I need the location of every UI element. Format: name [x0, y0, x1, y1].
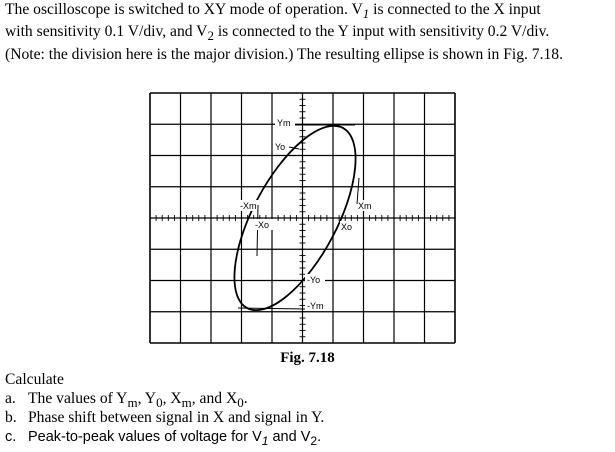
label-neg-ym: -Ym — [307, 301, 324, 311]
label-neg-yo: -Yo — [307, 275, 321, 285]
calculate-heading: Calculate — [5, 371, 64, 388]
label-xo: Xo — [341, 222, 353, 232]
question-c: c. Peak-to-peak values of voltage for $V_1$ and $V_2$. — [5, 429, 322, 448]
oscilloscope-figure — [145, 88, 461, 351]
question-a: a. The values of $Y_m$, $Y_0$, $X_m$, and $X_0$. — [5, 390, 248, 411]
problem-statement — [5, 1, 608, 64]
question-b: b. Phase shift between signal in X and signal in Y. — [5, 409, 325, 426]
figure-caption: Fig. 7.18 — [280, 350, 335, 366]
label-neg-xo: -Xo — [255, 220, 270, 230]
intro-line-1: The oscilloscope is switched to XY mode of operation. $V_1$ is connected to the X input — [5, 1, 541, 22]
label-yo: Yo — [275, 142, 286, 152]
label-neg-xm: -Xm — [240, 201, 257, 211]
label-xm: Xm — [358, 201, 372, 211]
intro-line-3: (Note: the division here is the major division.) The resulting ellipse is shown in Fig. 7.18. — [5, 45, 563, 63]
label-ym: Ym — [277, 118, 291, 128]
intro-line-2: with sensitivity 0.1 V/div, and $V_2$ is connected to the Y input with sensitivity 0.2 V/div. — [5, 23, 550, 44]
oscilloscope-screen — [145, 88, 461, 346]
